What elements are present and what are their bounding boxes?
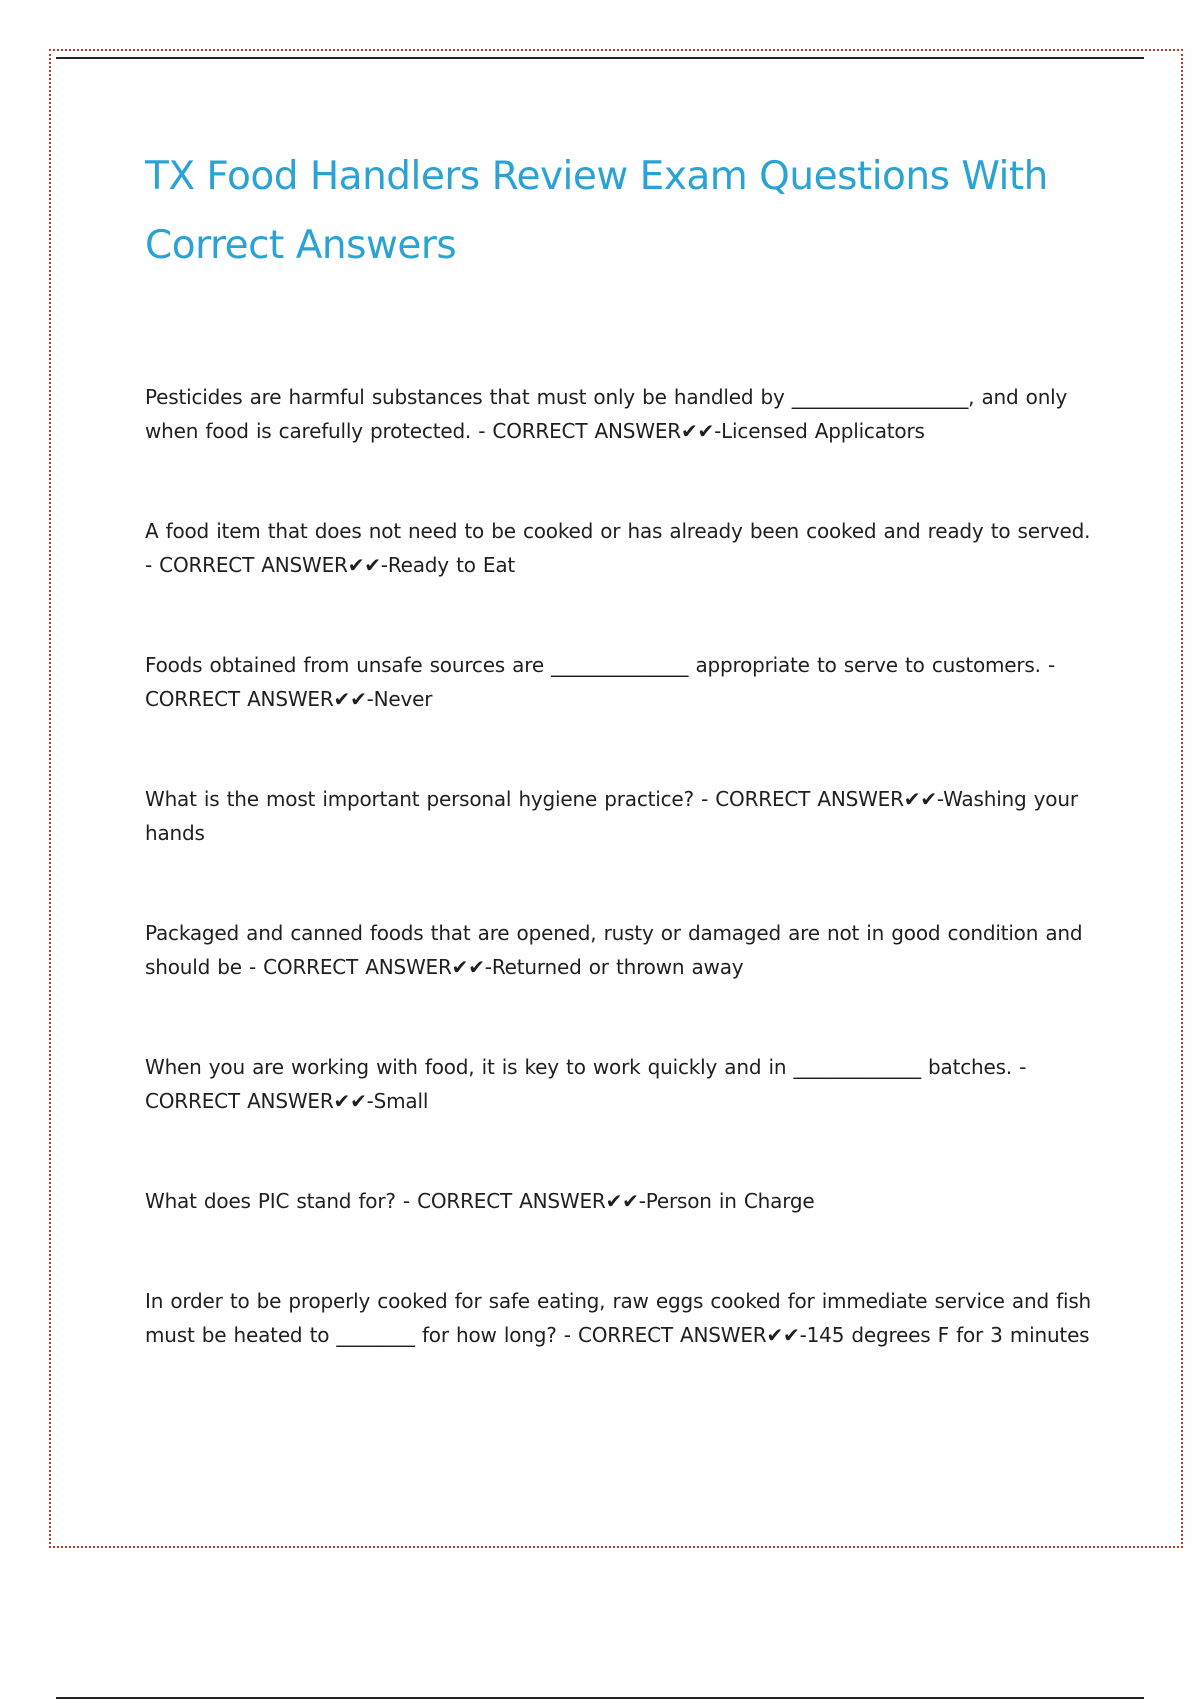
qa-item [145,1284,1095,1352]
qa-item [145,1184,1095,1218]
answer-text: Ready to Eat [387,553,516,577]
qa-item [145,916,1095,984]
answer-text: Person in Charge [645,1189,815,1213]
qa-item [145,1050,1095,1118]
correct-answer-marker: - CORRECT ANSWER✔✔- [145,653,1055,711]
answer-text: Small [373,1089,429,1113]
answer-text: Washing your hands [145,787,1078,845]
answer-text: Licensed Applicators [721,419,925,443]
correct-answer-marker: - CORRECT ANSWER✔✔- [145,553,388,577]
correct-answer-marker: - CORRECT ANSWER✔✔- [395,1189,646,1213]
qa-item [145,380,1095,448]
question-text: When you are working with food, it is key to work quickly and in _____________ batches. [145,1055,1012,1079]
answer-text: 145 degrees F for 3 minutes [806,1323,1090,1347]
question-text: A food item that does not need to be cooked or has already been cooked and ready to served. [145,519,1091,543]
correct-answer-marker: - CORRECT ANSWER✔✔- [241,955,492,979]
question-text: Pesticides are harmful substances that must only be handled by __________________, and only when food is carefully protected. [145,385,1068,443]
correct-answer-marker: - CORRECT ANSWER✔✔- [471,419,722,443]
correct-answer-marker: - CORRECT ANSWER✔✔- [693,787,944,811]
correct-answer-marker: - CORRECT ANSWER✔✔- [556,1323,807,1347]
qa-item [145,648,1095,716]
question-text: What does PIC stand for? [145,1189,396,1213]
qa-list [145,380,1095,1352]
qa-item [145,514,1095,582]
correct-answer-marker: - CORRECT ANSWER✔✔- [145,1055,1027,1113]
question-text: Foods obtained from unsafe sources are ______________ appropriate to serve to customers. [145,653,1041,677]
qa-item [145,782,1095,850]
answer-text: Never [373,687,433,711]
question-text: Packaged and canned foods that are opened, rusty or damaged are not in good condition and should be [145,921,1083,979]
question-text: In order to be properly cooked for safe eating, raw eggs cooked for immediate service and fish must be heated to ________ for how long? [145,1289,1092,1347]
document-title: TX Food Handlers Review Exam Questions With Correct Answers [145,154,1048,268]
question-text: What is the most important personal hygiene practice? [145,787,694,811]
footer-rule [56,1697,1144,1699]
header-rule [56,57,1144,59]
answer-text: Returned or thrown away [491,955,744,979]
